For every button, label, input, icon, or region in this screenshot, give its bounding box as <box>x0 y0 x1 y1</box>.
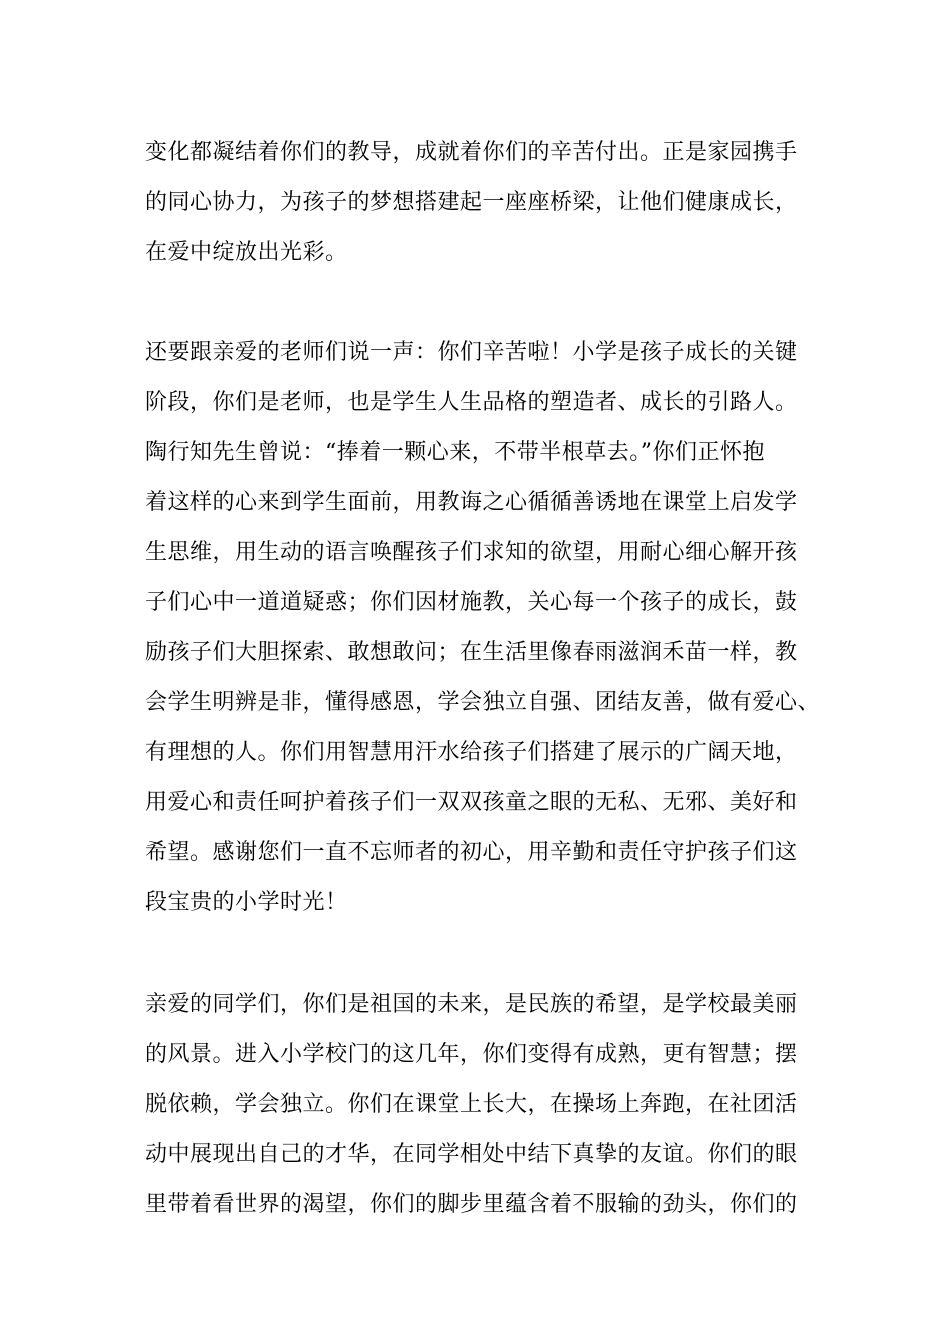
text-line: 变化都凝结着你们的教导，成就着你们的辛苦付出。正是家园携手 <box>145 140 798 165</box>
text-line: 的同心协力，为孩子的梦想搭建起一座座桥梁，让他们健康成长， <box>145 190 798 215</box>
text-line: 里带着看世界的渴望，你们的脚步里蕴含着不服输的劲头，你们的 <box>145 1192 798 1217</box>
paragraph-teachers-thanks <box>145 338 845 938</box>
text-line: 动中展现出自己的才华，在同学相处中结下真挚的友谊。你们的眼 <box>145 1142 798 1167</box>
text-line: 生思维，用生动的语言唤醒孩子们求知的欲望，用耐心细心解开孩 <box>145 540 798 565</box>
text-line: 励孩子们大胆探索、敢想敢问；在生活里像春雨滋润禾苗一样，教 <box>145 640 798 665</box>
text-line: 亲爱的同学们，你们是祖国的未来，是民族的希望，是学校最美丽 <box>145 992 798 1017</box>
text-line: 还要跟亲爱的老师们说一声：你们辛苦啦！小学是孩子成长的关键 <box>145 340 798 365</box>
paragraph-parents-thanks <box>145 138 845 288</box>
text-line: 阶段，你们是老师，也是学生人生品格的塑造者、成长的引路人。 <box>145 390 798 415</box>
text-line: 在爱中绽放出光彩。 <box>145 240 348 265</box>
text-line: 有理想的人。你们用智慧用汗水给孩子们搭建了展示的广阔天地， <box>145 740 798 765</box>
text-line: 子们心中一道道疑惑；你们因材施教，关心每一个孩子的成长，鼓 <box>145 590 798 615</box>
text-line: 段宝贵的小学时光！ <box>145 890 348 915</box>
text-line: 陶行知先生曾说：“捧着一颗心来，不带半根草去。”你们正怀抱 <box>145 440 765 465</box>
text-line: 着这样的心来到学生面前，用教诲之心循循善诱地在课堂上启发学 <box>145 490 798 515</box>
paragraph-students-address <box>145 990 845 1240</box>
text-line: 的风景。进入小学校门的这几年，你们变得有成熟，更有智慧；摆 <box>145 1042 798 1067</box>
text-line: 用爱心和责任呵护着孩子们一双双孩童之眼的无私、无邪、美好和 <box>145 790 798 815</box>
text-line: 希望。感谢您们一直不忘师者的初心，用辛勤和责任守护孩子们这 <box>145 840 798 865</box>
text-line: 脱依赖，学会独立。你们在课堂上长大，在操场上奔跑，在社团活 <box>145 1092 798 1117</box>
text-line: 会学生明辨是非，懂得感恩，学会独立自强、团结友善，做有爱心、 <box>145 690 821 715</box>
